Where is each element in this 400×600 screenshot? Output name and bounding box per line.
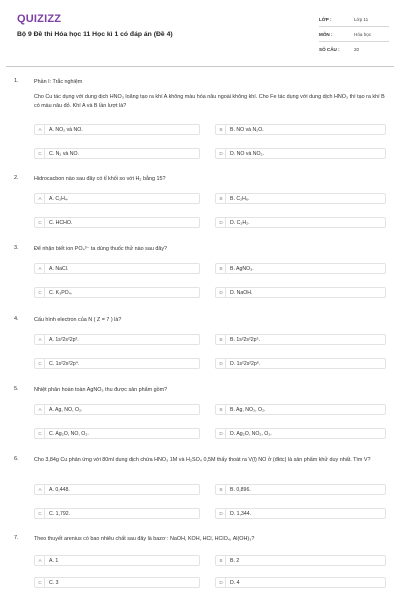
option-text: A. Ag, NO, O₂.	[49, 406, 83, 413]
option-c[interactable]	[34, 508, 200, 519]
option-letter: C	[36, 149, 45, 158]
question-text: Nhiệt phân hoàn toàn AgNO₃ thu được sản phẩm gồm?	[34, 387, 168, 393]
option-text: D. C₂H₂.	[230, 219, 250, 226]
question-number: 7.	[14, 535, 19, 541]
meta-key: LỚP :	[319, 16, 332, 22]
quizizz-logo: QUIZIZZ	[17, 13, 62, 25]
meta-value: Hóa học	[354, 31, 372, 37]
option-text: B. NO và N₂O.	[230, 126, 264, 133]
option-letter: D	[217, 359, 226, 368]
option-letter: B	[217, 405, 226, 414]
option-d[interactable]	[215, 148, 386, 159]
option-text: A. NaCl.	[49, 265, 69, 272]
header-divider	[6, 66, 394, 67]
question-text: Cho Cu tác dụng với dung dịch HNO₃ loãng tạo ra khí A không màu hóa nâu ngoài không khí. Cho Fe tác dụng với dung dịch HNO₃ thì tạo ra khí B có màu nâu đỏ. Khí A và B lần lượt là?	[34, 94, 385, 109]
option-text: B. 1s²2s²2p⁵.	[230, 336, 261, 343]
meta-key: SỐ CÂU :	[319, 47, 340, 52]
option-text: D. 1,344.	[230, 510, 252, 517]
meta-row-question-count	[319, 42, 389, 57]
question-text: Cấu hình electron của N ( Z = 7 ) là?	[34, 317, 122, 323]
option-a[interactable]	[34, 484, 200, 495]
option-text: C. 1s²2s²2p⁴.	[49, 360, 80, 367]
question-number: 2.	[14, 175, 19, 181]
option-text: A. NO₂ và NO.	[49, 126, 83, 133]
option-letter: C	[36, 578, 45, 587]
option-b[interactable]	[215, 193, 386, 204]
option-d[interactable]	[215, 508, 386, 519]
option-letter: A	[36, 125, 45, 134]
question-text: Cho 3,84g Cu phản ứng với 80ml dung dịch chứa HNO₃ 1M và H₂SO₄ 0,5M thấy thoát ra V(l) NO ở (đktc) là sản phẩm khử duy nhất. Tìm V?	[34, 457, 371, 463]
option-d[interactable]	[215, 428, 386, 439]
option-d[interactable]	[215, 577, 386, 588]
option-letter: D	[217, 218, 226, 227]
option-text: A. 1s²2s²2p³.	[49, 336, 79, 343]
option-text: B. C₂H₆.	[230, 195, 250, 202]
option-letter: B	[217, 194, 226, 203]
question-text: Theo thuyết arenius có bao nhiêu chất sau đây là bazơ : NaOH, KOH, HCl, HClO₄, Al(OH)₃?	[34, 536, 255, 542]
option-c[interactable]	[34, 577, 200, 588]
option-text: C. Ag₂O, NO, O₂.	[49, 430, 89, 437]
option-b[interactable]	[215, 334, 386, 345]
question-text: Để nhận biết ion PO₄³⁻ ta dùng thuốc thử nào sau đây?	[34, 246, 168, 252]
option-letter: A	[36, 264, 45, 273]
question-text: Hidrocacbon nào sau đây có tỉ khối so với H₂ bằng 15?	[34, 176, 166, 182]
question-number: 4.	[14, 316, 19, 322]
option-text: C. K₃PO₄.	[49, 289, 73, 296]
option-text: D. 4	[230, 579, 240, 586]
option-letter: C	[36, 218, 45, 227]
option-letter: D	[217, 429, 226, 438]
option-text: C. 1,792.	[49, 510, 71, 517]
question-number: 1.	[14, 78, 19, 84]
option-text: C. N₂ và NO.	[49, 150, 79, 157]
option-letter: D	[217, 149, 226, 158]
meta-key: MÔN :	[319, 31, 333, 37]
option-letter: A	[36, 485, 45, 494]
option-letter: C	[36, 429, 45, 438]
option-a[interactable]	[34, 263, 200, 274]
option-letter: A	[36, 194, 45, 203]
option-text: D. 1s²2s²2p⁶.	[230, 360, 261, 367]
option-text: B. 0,896.	[230, 486, 251, 493]
option-letter: C	[36, 509, 45, 518]
option-text: A. 1	[49, 557, 59, 564]
question-number: 6.	[14, 456, 19, 462]
option-letter: A	[36, 556, 45, 565]
option-d[interactable]	[215, 287, 386, 298]
option-a[interactable]	[34, 555, 200, 566]
option-a[interactable]	[34, 334, 200, 345]
option-letter: D	[217, 578, 226, 587]
option-text: C. HCHO.	[49, 219, 73, 226]
option-b[interactable]	[215, 263, 386, 274]
option-letter: B	[217, 335, 226, 344]
option-text: B. 2	[230, 557, 240, 564]
option-b[interactable]	[215, 484, 386, 495]
meta-row-class	[319, 12, 389, 27]
option-b[interactable]	[215, 404, 386, 415]
option-d[interactable]	[215, 217, 386, 228]
option-text: A. C₂H₄.	[49, 195, 69, 202]
option-letter: B	[217, 485, 226, 494]
option-letter: C	[36, 359, 45, 368]
option-text: C. 3	[49, 579, 59, 586]
option-c[interactable]	[34, 358, 200, 369]
option-letter: B	[217, 556, 226, 565]
option-c[interactable]	[34, 217, 200, 228]
option-letter: A	[36, 335, 45, 344]
option-a[interactable]	[34, 404, 200, 415]
meta-row-subject	[319, 27, 389, 42]
option-text: B. AgNO₃.	[230, 265, 254, 272]
option-letter: B	[217, 125, 226, 134]
meta-value: Lớp 11	[354, 16, 369, 22]
option-letter: D	[217, 288, 226, 297]
meta-value: 20	[354, 47, 360, 52]
option-a[interactable]	[34, 124, 200, 135]
document-title: Bộ 9 Đề thi Hóa học 11 Học kì 1 có đáp án (Đề 4)	[17, 31, 173, 38]
option-text: D. NO và NO₂.	[230, 150, 265, 157]
option-c[interactable]	[34, 287, 200, 298]
option-text: D. Ag₂O, NO₂, O₂.	[230, 430, 272, 437]
option-c[interactable]	[34, 428, 200, 439]
option-b[interactable]	[215, 124, 386, 135]
option-letter: A	[36, 405, 45, 414]
question-number: 3.	[14, 245, 19, 251]
document-header	[0, 0, 400, 66]
option-c[interactable]	[34, 148, 200, 159]
option-text: B. Ag, NO₂, O₂.	[230, 406, 266, 413]
section-title: Phần I: Trắc nghiệm	[34, 79, 83, 85]
option-a[interactable]	[34, 193, 200, 204]
option-letter: D	[217, 509, 226, 518]
option-d[interactable]	[215, 358, 386, 369]
option-text: A. 0,448.	[49, 486, 70, 493]
option-letter: B	[217, 264, 226, 273]
option-text: D. NaOH.	[230, 289, 253, 296]
meta-info-box	[319, 12, 389, 57]
question-number: 5.	[14, 386, 19, 392]
option-letter: C	[36, 288, 45, 297]
option-b[interactable]	[215, 555, 386, 566]
